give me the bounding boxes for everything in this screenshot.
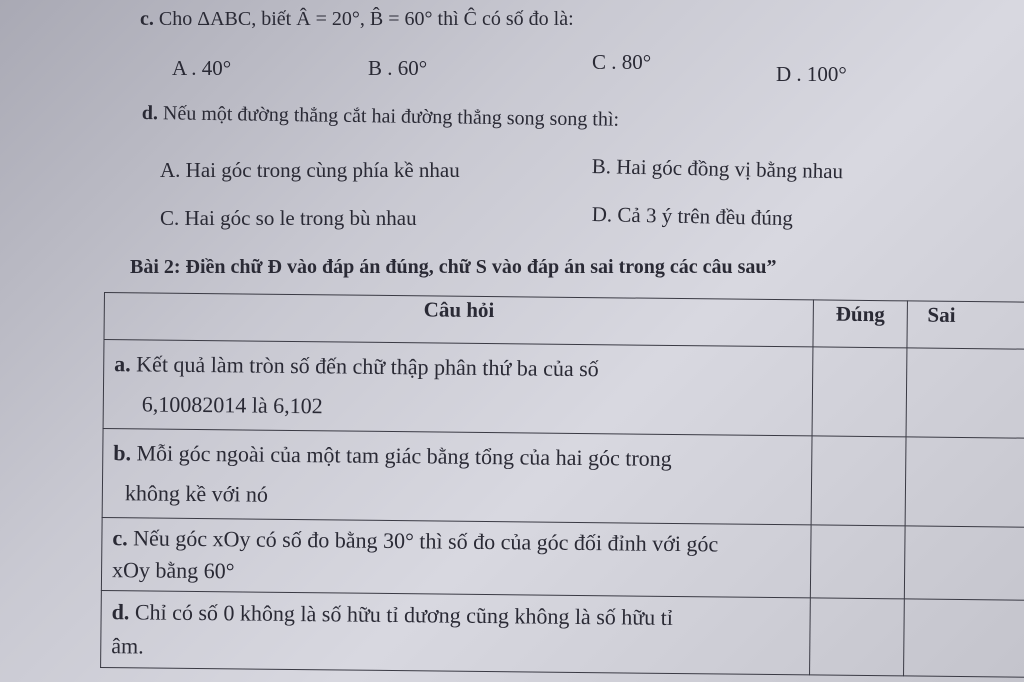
row-b-line2: không kề với nó: [124, 480, 269, 507]
row-c-true-cell[interactable]: [811, 525, 905, 599]
option-d-c: C. Hai góc so le trong bù nhau: [160, 206, 417, 230]
question-d-label: d.: [141, 102, 159, 125]
row-d-false-cell[interactable]: [903, 599, 1024, 677]
row-c-label: c.: [112, 525, 128, 551]
row-a-false-cell[interactable]: [906, 348, 1024, 438]
true-false-table: [100, 292, 1024, 678]
option-c-b: B . 60°: [368, 56, 428, 80]
row-d-label: d.: [111, 599, 130, 625]
row-d-true-cell[interactable]: [810, 598, 904, 676]
row-c-question: [101, 517, 811, 597]
row-b-label: b.: [113, 440, 132, 466]
row-c-line1: Nếu góc xOy có số đo bằng 30° thì số đo của góc đối đỉnh với góc: [133, 525, 719, 557]
header-true: Đúng: [813, 300, 907, 348]
row-a-label: a.: [114, 351, 131, 377]
question-c: [140, 8, 574, 31]
row-c-false-cell[interactable]: [904, 526, 1024, 600]
option-c-d: D . 100°: [776, 62, 847, 86]
option-c-a: A . 40°: [172, 56, 232, 80]
question-c-text: Cho ΔABC, biết Â = 20°, B̂ = 60° thì Ĉ có số đo là:: [158, 8, 574, 30]
row-b-true-cell[interactable]: [812, 436, 906, 526]
row-d-line2: âm.: [111, 633, 144, 659]
question-d: [142, 102, 620, 132]
table-row: [101, 590, 1024, 677]
row-d-question: [101, 590, 811, 674]
row-b-false-cell[interactable]: [905, 437, 1024, 527]
option-d-d: D. Cả 3 ý trên đều đúng: [591, 202, 794, 231]
row-d-line1: Chỉ có số 0 không là số hữu tỉ dương cũng không là số hữu tỉ: [134, 599, 674, 630]
header-false: Sai: [907, 301, 1024, 349]
table-row: [103, 340, 1024, 439]
header-question: Câu hỏi: [104, 293, 814, 347]
row-a-line2: 6,10082014 là 6,102: [141, 391, 323, 419]
option-d-a: A. Hai góc trong cùng phía kề nhau: [160, 158, 460, 182]
table-row: [101, 517, 1024, 600]
row-a-true-cell[interactable]: [812, 347, 906, 437]
row-a-line1: Kết quả làm tròn số đến chữ thập phân thứ ba của số: [136, 351, 599, 382]
row-b-line1: Mỗi góc ngoài của một tam giác bằng tổng của hai góc trong: [136, 440, 672, 471]
question-d-text: Nếu một đường thẳng cắt hai đường thẳng song song thì:: [162, 102, 620, 131]
row-c-line2: xOy bằng 60°: [111, 557, 235, 584]
option-c-c: C . 80°: [592, 50, 652, 74]
row-a-question: [103, 340, 813, 436]
question-c-label: c.: [140, 8, 154, 30]
bai2-title: Bài 2: Điền chữ Đ vào đáp án đúng, chữ S vào đáp án sai trong các câu sau”: [130, 256, 777, 278]
option-d-b: B. Hai góc đồng vị bằng nhau: [591, 154, 844, 184]
table-row: [102, 428, 1024, 527]
row-b-question: [102, 428, 812, 524]
